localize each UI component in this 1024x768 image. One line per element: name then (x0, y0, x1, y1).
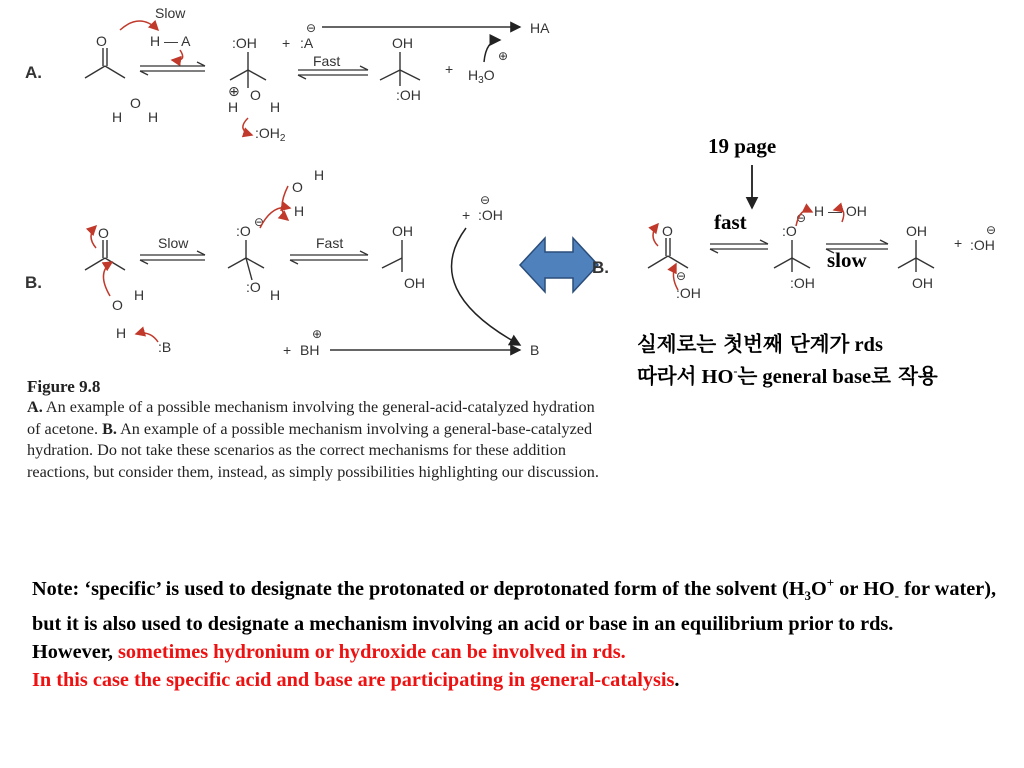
water-o: O (130, 95, 141, 111)
hydroxide: :OH (676, 285, 701, 301)
highlighted-text: In this case the specific acid and base are participating in general-catalysis (32, 668, 675, 691)
note-paragraph (32, 569, 1017, 694)
korean-text: 따라서 (637, 364, 697, 388)
curved-arrow (452, 228, 520, 345)
plus-charge: ⊕ (228, 83, 240, 99)
note-text: for water), but it is also used to designate a mechanism involving an acid or base in an equilibrium prior to rds. (32, 577, 997, 635)
h-atom: H (314, 167, 325, 183)
english-text: rds (849, 334, 883, 356)
note-text: . (674, 668, 680, 691)
oh-group: OH (392, 35, 413, 51)
minus-charge: ⊖ (986, 223, 997, 237)
gem-diol-b (382, 240, 402, 272)
hydroxide-text: HO (696, 366, 734, 388)
minus-charge: ⊖ (676, 269, 687, 283)
superscript: + (826, 575, 835, 590)
equilibrium-arrow (710, 240, 768, 253)
oh-group: OH (906, 223, 927, 239)
h-atom: H (116, 325, 127, 341)
double-arrow-icon (520, 238, 598, 292)
water-o: O (112, 297, 123, 313)
oh-group: :OH (396, 87, 421, 103)
o-atom: :O (246, 279, 261, 295)
korean-text: 실제로는 첫번째 단계가 (637, 332, 850, 356)
oxygen-atom: O (96, 33, 107, 49)
oh-group: OH (912, 275, 933, 291)
english-text: general base (757, 366, 872, 388)
korean-note-line1 (637, 327, 883, 357)
charge-superscript: - (733, 364, 738, 379)
gem-diol-a (380, 52, 420, 86)
note-text: However, (32, 640, 118, 663)
oh-group: :OH (790, 275, 815, 291)
curved-arrow (91, 226, 96, 248)
b-label: B (530, 342, 540, 358)
korean-text: 는 (737, 364, 758, 388)
hydroxide: :OH (478, 207, 503, 223)
o-atom: O (250, 87, 261, 103)
intermediate-b (228, 240, 264, 280)
o-anion: :O (236, 223, 251, 239)
minus-charge: ⊖ (254, 215, 265, 229)
gem-diol-right (898, 240, 934, 272)
caption-b-text: An example of a possible mechanism involving a general-base-catalyzed hydration. Do not take these scenarios as the correct mechanisms for these addition reactions, but consider them, instead, as simply possibilities highlighting our discussion. (27, 419, 599, 481)
panel-a-label: A. (25, 63, 42, 82)
plus-sign: + (283, 342, 292, 358)
note-text: Note: ‘specific’ is used to designate the protonated or deprotonated form of the solvent (H (32, 577, 805, 600)
panel-b-right-label: B. (592, 258, 609, 277)
base-b: :B (158, 339, 172, 355)
caption-a-text: An example of a possible mechanism involving the general-acid-catalyzed hydration of acetone. (27, 398, 595, 438)
oh-group: OH (392, 223, 413, 239)
h-a-label: H — A (150, 33, 191, 49)
korean-text: 로 작용 (871, 364, 938, 388)
equilibrium-arrow (140, 251, 205, 264)
equilibrium-arrow (290, 251, 368, 264)
note-text: or HO (834, 577, 895, 600)
h-atom: H (148, 109, 159, 125)
curved-arrow (103, 262, 112, 296)
h-atom: H (270, 99, 281, 115)
panel-b-label: B. (25, 273, 42, 292)
subscript: - (894, 587, 899, 603)
acetone-a (85, 48, 125, 78)
minus-charge: ⊖ (796, 211, 807, 225)
equilibrium-arrow (140, 62, 205, 75)
o-anion: :O (782, 223, 797, 239)
intermediate-right (774, 240, 810, 272)
water-molecule: H — OH (814, 203, 867, 219)
o-atom: O (98, 225, 109, 241)
h-atom: H (134, 287, 145, 303)
page-reference-label: 19 page (708, 134, 777, 158)
curved-arrow (172, 50, 183, 60)
hydronium: $H_3O$ (468, 67, 495, 86)
plus-sign: + (282, 35, 291, 51)
water-label: $:OH_2$ (255, 125, 286, 144)
caption-title: Figure 9.8 (27, 377, 101, 396)
minus-charge: ⊖ (306, 21, 317, 35)
curved-arrow (653, 224, 658, 246)
h-atom: H (228, 99, 239, 115)
plus-sign: + (954, 235, 963, 251)
a-anion: :A (300, 35, 314, 51)
oh-group: :OH (232, 35, 257, 51)
curved-arrow (243, 118, 252, 135)
minus-charge: ⊖ (480, 193, 491, 207)
o-atom: O (662, 223, 673, 239)
water-o: O (292, 179, 303, 195)
caption-a-label: A. (27, 398, 43, 417)
korean-note-line2 (637, 359, 938, 389)
caption-b-label: B. (102, 419, 117, 438)
plus-charge: ⊕ (312, 327, 323, 341)
ha-label: HA (530, 20, 550, 36)
slow-label-b: Slow (158, 235, 189, 251)
highlighted-text: sometimes hydronium or hydroxide can be involved in rds. (118, 640, 626, 663)
fast-annotation: fast (714, 210, 747, 234)
curved-arrow (282, 186, 288, 220)
fast-label-b: Fast (316, 235, 344, 251)
subscript: 3 (804, 587, 811, 603)
curved-arrow (136, 333, 158, 342)
plus-sign: + (462, 207, 471, 223)
note-text: O (810, 577, 827, 600)
plus-charge: ⊕ (498, 49, 509, 63)
oh-group: OH (404, 275, 425, 291)
plus-sign: + (445, 61, 454, 77)
acetone-right (648, 238, 688, 268)
bh: BH (300, 342, 320, 358)
slow-annotation: slow (827, 248, 867, 272)
acetone-b (85, 240, 125, 270)
h-atom: H (270, 287, 281, 303)
caption-body (27, 397, 607, 483)
fast-label-a: Fast (313, 53, 341, 69)
hydroxide: :OH (970, 237, 995, 253)
slow-label-a: Slow (155, 5, 186, 21)
h-atom: H (294, 203, 305, 219)
figure-caption (27, 376, 607, 483)
curved-arrow (120, 21, 158, 30)
h-atom: H (112, 109, 123, 125)
